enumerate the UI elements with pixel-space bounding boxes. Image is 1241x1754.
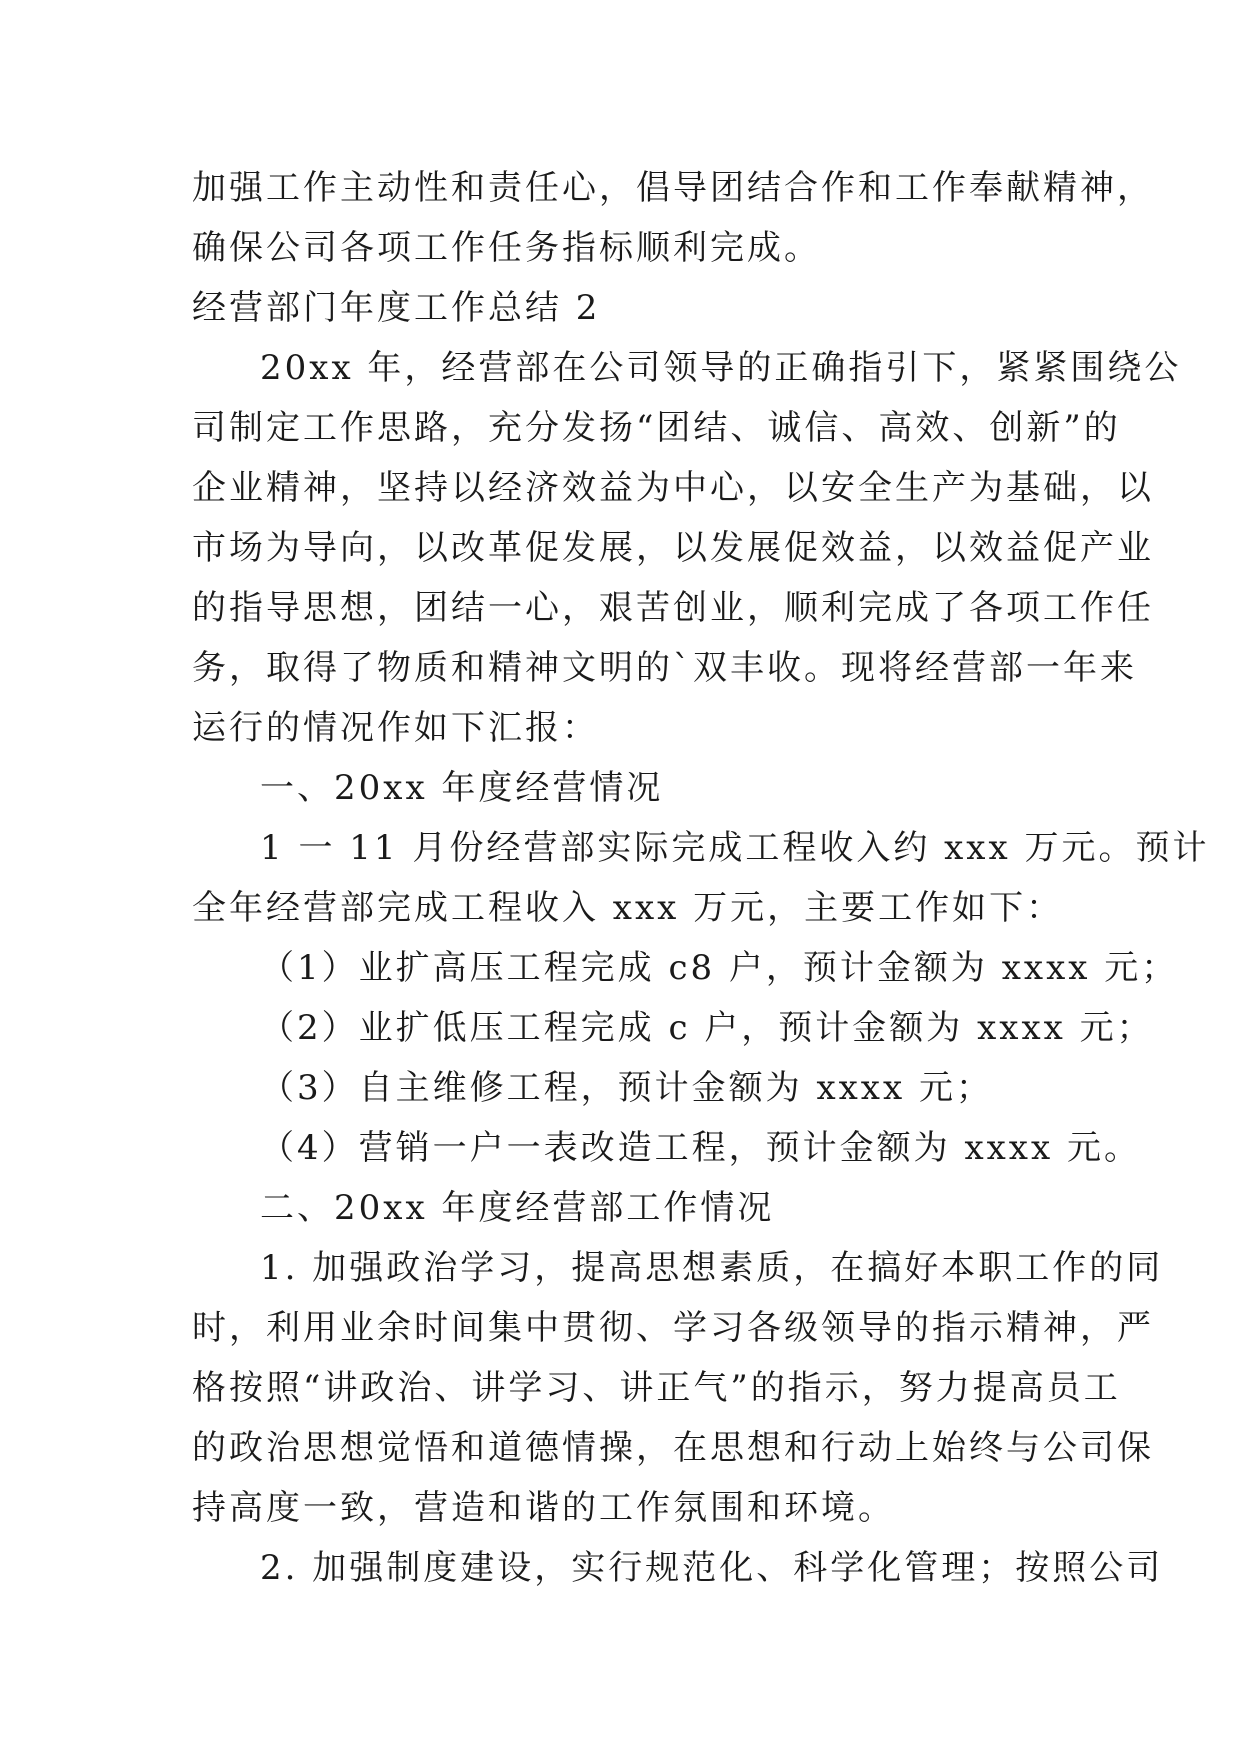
body-line: 的政治思想觉悟和道德情操，在思想和行动上始终与公司保	[192, 1428, 1154, 1468]
body-line: 全年经营部完成工程收入 xxx 万元，主要工作如下：	[192, 888, 1064, 928]
body-line: 务，取得了物质和精神文明的`双丰收。现将经营部一年来	[192, 648, 1137, 688]
body-line: 确保公司各项工作任务指标顺利完成。	[192, 228, 821, 268]
body-line: 格按照“讲政治、讲学习、讲正气”的指示，努力提高员工	[192, 1368, 1121, 1408]
body-line: 市场为导向，以改革促发展，以发展促效益，以效益促产业	[192, 528, 1154, 568]
section-title: 经营部门年度工作总结 2	[192, 288, 601, 328]
body-line: 持高度一致，营造和谐的工作氛围和环境。	[192, 1488, 895, 1528]
list-item: （2）业扩低压工程完成 c 户，预计金额为 xxxx 元；	[260, 1008, 1154, 1048]
list-item: （3）自主维修工程，预计金额为 xxxx 元；	[260, 1068, 993, 1108]
document-body	[192, 158, 1210, 1598]
list-item: （1）业扩高压工程完成 c8 户，预计金额为 xxxx 元；	[260, 948, 1179, 988]
body-line: 的指导思想，团结一心，艰苦创业，顺利完成了各项工作任	[192, 588, 1154, 628]
body-line: 1. 加强政治学习，提高思想素质，在搞好本职工作的同	[260, 1248, 1164, 1288]
body-line: 运行的情况作如下汇报：	[192, 708, 599, 748]
subsection-heading: 二、20xx 年度经营部工作情况	[260, 1188, 775, 1228]
subsection-heading: 一、20xx 年度经营情况	[260, 768, 664, 808]
body-line: 司制定工作思路，充分发扬“团结、诚信、高效、创新”的	[192, 408, 1121, 448]
body-line: 加强工作主动性和责任心，倡导团结合作和工作奉献精神，	[192, 168, 1154, 208]
body-line: 2. 加强制度建设，实行规范化、科学化管理；按照公司	[260, 1548, 1164, 1588]
list-item: （4）营销一户一表改造工程，预计金额为 xxxx 元。	[260, 1128, 1141, 1168]
body-line: 时，利用业余时间集中贯彻、学习各级领导的指示精神，严	[192, 1308, 1154, 1348]
body-line: 企业精神，坚持以经济效益为中心，以安全生产为基础，以	[192, 468, 1154, 508]
body-line: 20xx 年，经营部在公司领导的正确指引下，紧紧围绕公	[260, 348, 1182, 388]
body-line: 1 一 11 月份经营部实际完成工程收入约 xxx 万元。预计	[260, 828, 1210, 868]
